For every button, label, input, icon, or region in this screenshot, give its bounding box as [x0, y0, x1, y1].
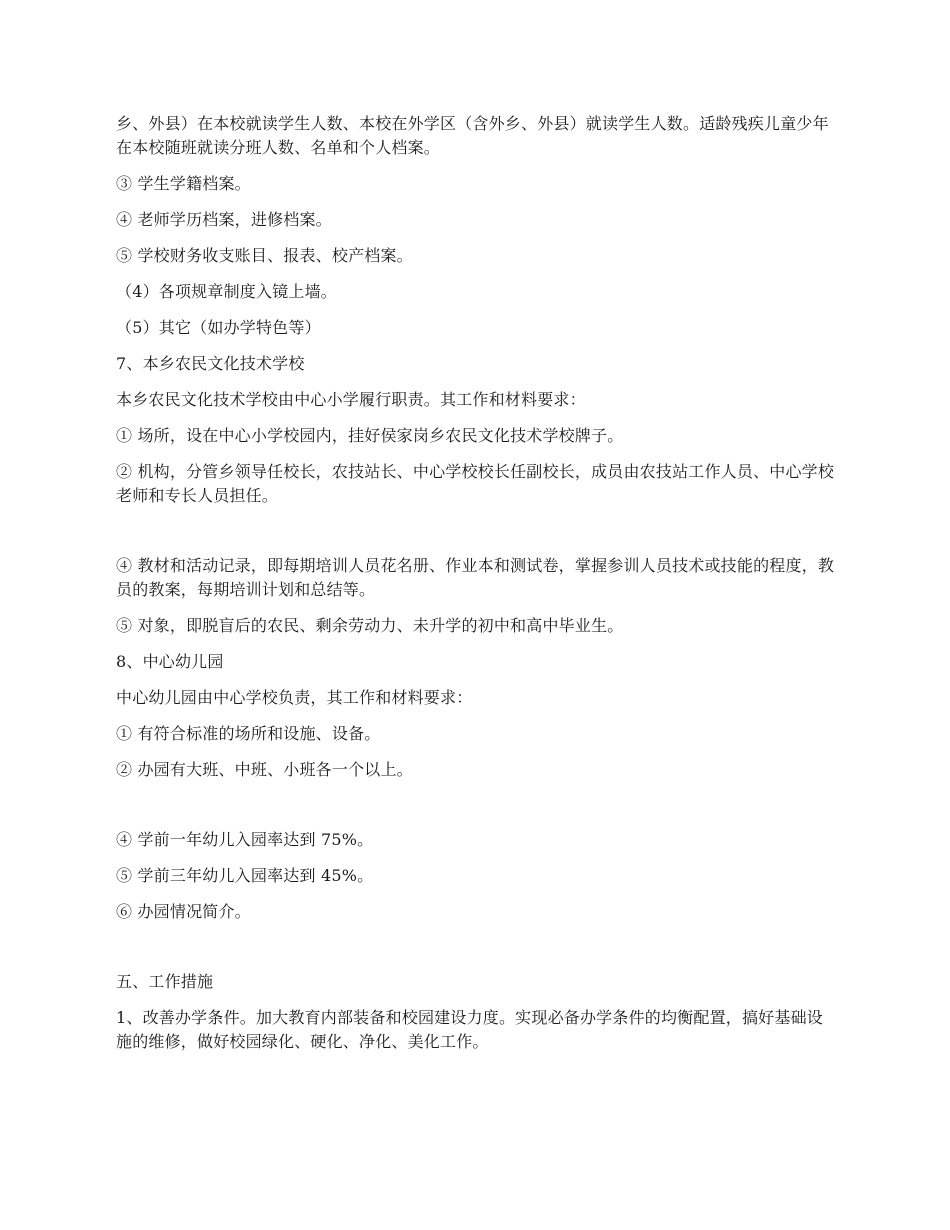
paragraph-farmer-school-intro: 本乡农民文化技术学校由中心小学履行职责。其工作和材料要求： [116, 390, 586, 409]
paragraph-rules-on-wall: （4）各项规章制度入镜上墙。 [116, 282, 337, 301]
blank-gap [116, 936, 836, 970]
section-heading-work-measures: 五、工作措施 [116, 972, 214, 991]
paragraph-kindergarten-three-year-rate: ⑤ 学前三年幼儿入园率达到 45%。 [116, 866, 374, 885]
section-heading-farmer-school: 7、本乡农民文化技术学校 [116, 354, 305, 373]
paragraph-finance-records: ⑤ 学校财务收支账目、报表、校产档案。 [116, 246, 413, 265]
paragraph-kindergarten-intro: 中心幼儿园由中心学校负责，其工作和材料要求： [116, 688, 473, 707]
paragraph-kindergarten-one-year-rate: ④ 学前一年幼儿入园率达到 75%。 [116, 830, 374, 849]
paragraph-kindergarten-classes: ② 办园有大班、中班、小班各一个以上。 [116, 760, 413, 779]
paragraph-enrollment-counts: 乡、外县）在本校就读学生人数、本校在外学区（含外乡、外县）就读学生人数。适龄残疾儿童少年在本校随班就读分班人数、名单和个人档案。 [116, 114, 829, 157]
paragraph-farmer-school-materials: ④ 教材和活动记录，即每期培训人员花名册、作业本和测试卷，掌握参训人员技术或技能的程度，教员的教案，每期培训计划和总结等。 [116, 556, 835, 599]
paragraph-kindergarten-summary: ⑥ 办园情况简介。 [116, 902, 251, 921]
paragraph-farmer-school-targets: ⑤ 对象，即脱盲后的农民、剩余劳动力、未升学的初中和高中毕业生。 [116, 616, 624, 635]
paragraph-student-records: ③ 学生学籍档案。 [116, 174, 251, 193]
paragraph-improve-conditions: 1、改善办学条件。加大教育内部装备和校园建设力度。实现必备办学条件的均衡配置，搞好基础设施的维修，做好校园绿化、硬化、净化、美化工作。 [116, 1008, 823, 1051]
blank-gap [116, 520, 836, 554]
blank-gap [116, 794, 836, 828]
section-heading-kindergarten: 8、中心幼儿园 [116, 652, 224, 671]
paragraph-kindergarten-facilities: ① 有符合标准的场所和设施、设备。 [116, 724, 381, 743]
paragraph-farmer-school-organization: ② 机构，分管乡领导任校长，农技站长、中心学校校长任副校长，成员由农技站工作人员、中心学校老师和专长人员担任。 [116, 462, 835, 505]
paragraph-teacher-records: ④ 老师学历档案，进修档案。 [116, 210, 332, 229]
paragraph-other: （5）其它（如办学特色等） [116, 318, 321, 337]
document-page [116, 112, 836, 1066]
paragraph-farmer-school-venue: ① 场所，设在中心小学校园内，挂好侯家岗乡农民文化技术学校牌子。 [116, 426, 624, 445]
